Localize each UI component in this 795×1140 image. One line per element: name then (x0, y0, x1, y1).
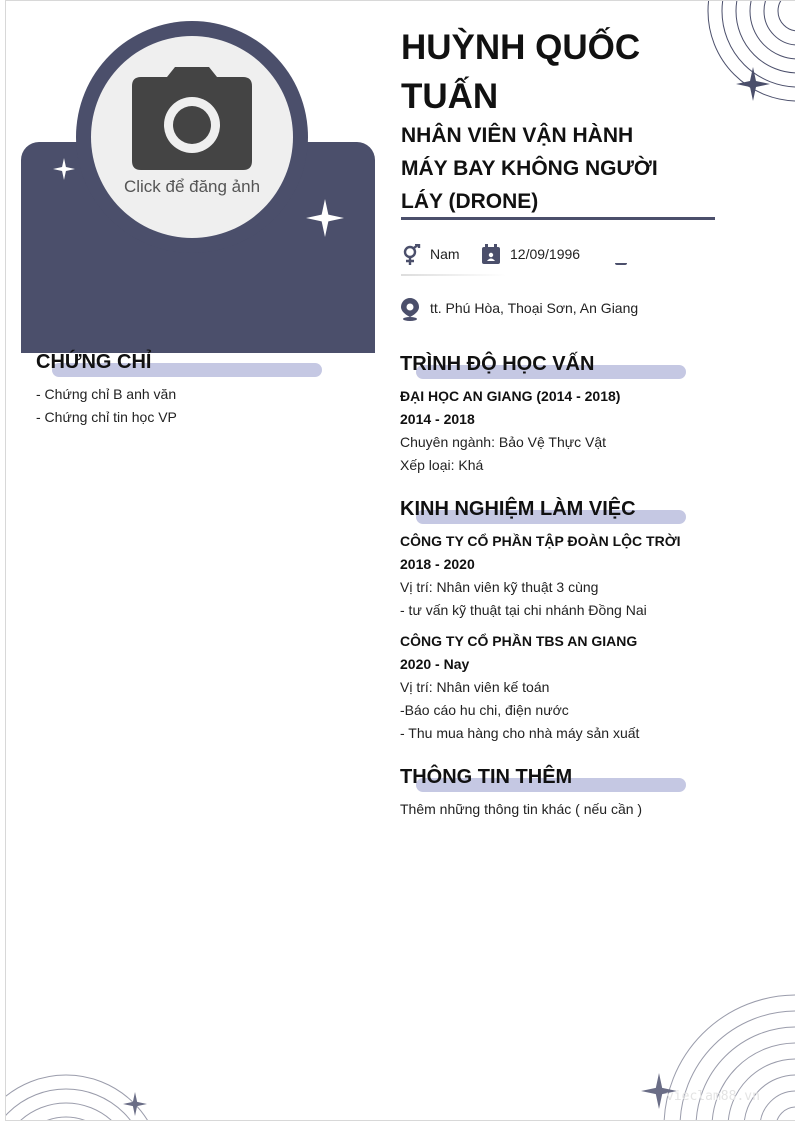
name-line-1: HUỲNH QUỐC (401, 28, 641, 67)
address-value: tt. Phú Hòa, Thoại Sơn, An Giang (430, 300, 639, 316)
job-company: CÔNG TY CỔ PHẦN TẬP ĐOÀN LỘC TRỜI (400, 533, 681, 549)
certificates-list (36, 383, 177, 429)
education-period: 2014 - 2018 (400, 411, 475, 427)
job-period: 2018 - 2020 (400, 556, 475, 572)
job-title-line-2: MÁY BAY KHÔNG NGƯỜI (401, 157, 658, 180)
experience-job-2 (400, 630, 639, 745)
job-detail: - tư vấn kỹ thuật tại chi nhánh Đồng Nai (400, 602, 647, 618)
candidate-name (401, 23, 701, 121)
calendar-icon (481, 244, 501, 265)
certificates-heading-text: CHỨNG CHỈ (36, 351, 152, 373)
job-title-line-3: LÁY (DRONE) (401, 190, 539, 213)
education-major: Chuyên ngành: Bảo Vệ Thực Vật (400, 434, 607, 450)
job-title-line-1: NHÂN VIÊN VẬN HÀNH (401, 124, 634, 147)
job-company: CÔNG TY CỔ PHẦN TBS AN GIANG (400, 633, 638, 649)
extra-info-heading-text: THÔNG TIN THÊM (400, 766, 573, 788)
certificates-heading (36, 351, 322, 377)
cv-page (5, 0, 795, 1121)
education-heading-text: TRÌNH ĐỘ HỌC VẤN (400, 353, 595, 375)
clipped-text-fragment (401, 274, 506, 276)
clipped-icon-fragment (615, 263, 627, 265)
education-heading (400, 353, 686, 379)
sparkle-icon (53, 158, 75, 180)
watermark: vieclam88.vn (666, 1089, 760, 1104)
extra-info-text: Thêm những thông tin khác ( nếu cần ) (400, 801, 643, 817)
title-divider (401, 217, 715, 220)
job-detail: - Thu mua hàng cho nhà máy sản xuất (400, 725, 640, 741)
gender-icon (401, 244, 421, 266)
job-detail: Vị trí: Nhân viên kế toán (400, 679, 550, 695)
sparkle-icon (123, 1092, 147, 1116)
extra-info-heading (400, 766, 686, 792)
education-details (400, 385, 620, 477)
job-title (401, 119, 701, 218)
upload-photo-label[interactable]: Click để đăng ảnh (123, 177, 261, 196)
experience-job-1 (400, 530, 681, 622)
sparkle-icon (736, 67, 770, 101)
location-pin-icon (401, 298, 419, 321)
certificate-item: - Chứng chỉ B anh văn (36, 386, 177, 402)
experience-heading-text: KINH NGHIỆM LÀM VIỆC (400, 498, 636, 520)
gender-value: Nam (430, 246, 460, 262)
experience-heading (400, 498, 686, 524)
education-grade: Xếp loại: Khá (400, 457, 484, 473)
job-period: 2020 - Nay (400, 656, 470, 672)
certificate-item: - Chứng chỉ tin học VP (36, 409, 177, 425)
education-school: ĐẠI HỌC AN GIANG (2014 - 2018) (400, 388, 621, 404)
camera-icon[interactable] (131, 65, 253, 171)
birthdate-value: 12/09/1996 (510, 246, 581, 262)
name-line-2: TUẤN (401, 77, 499, 116)
sparkle-icon (306, 199, 344, 237)
job-detail: -Báo cáo hu chi, điện nước (400, 702, 569, 718)
job-detail: Vị trí: Nhân viên kỹ thuật 3 cùng (400, 579, 599, 595)
